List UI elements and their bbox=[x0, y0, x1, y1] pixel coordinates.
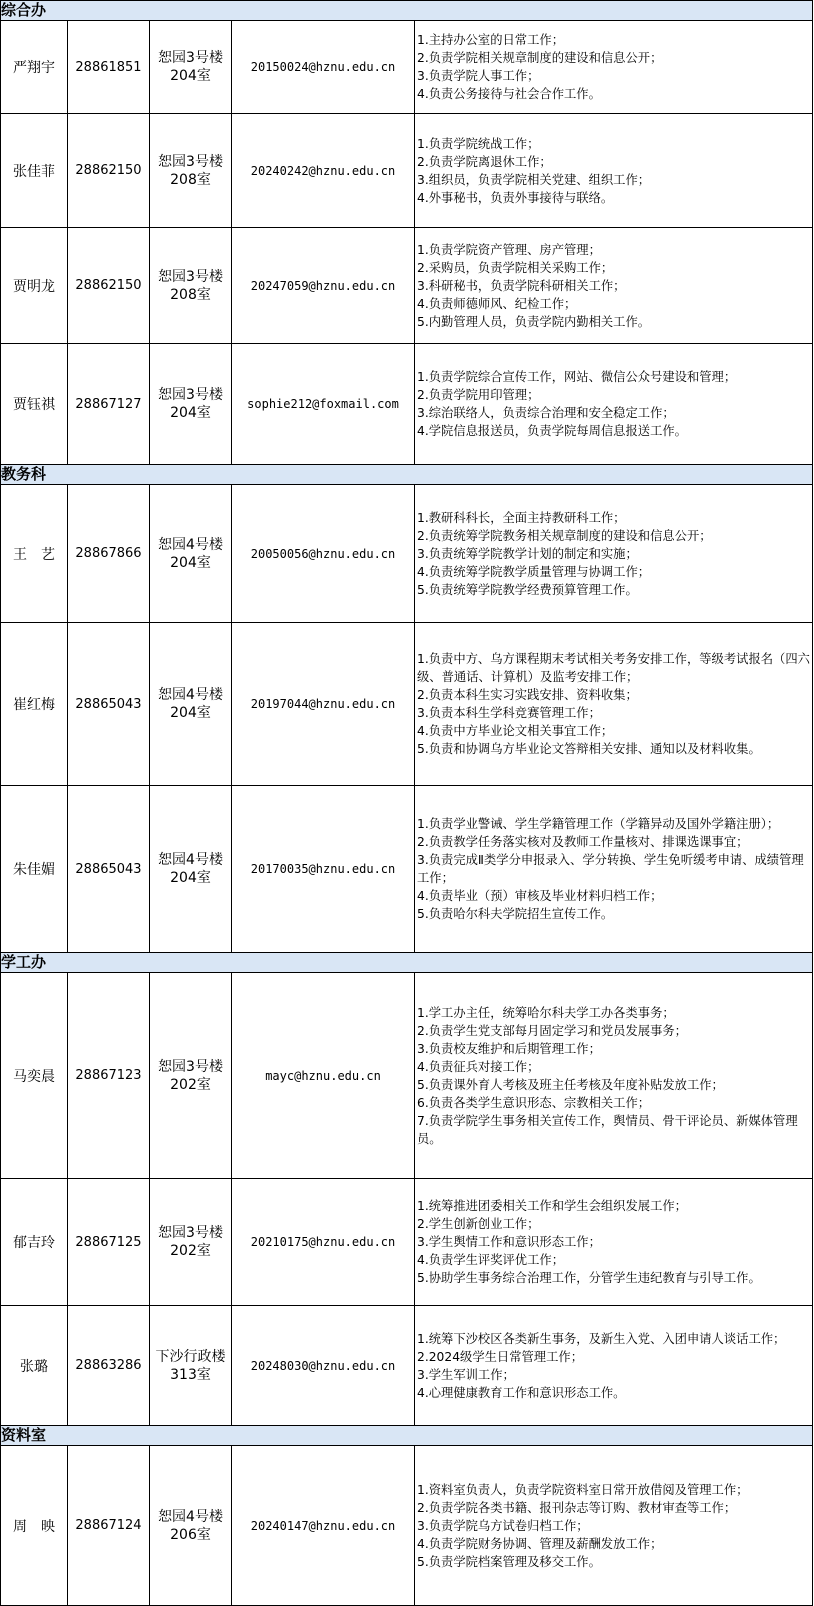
duty-item: 2.负责教学任务落实核对及教师工作量核对、排课选课事宜； bbox=[417, 835, 749, 849]
office-room: 204室 bbox=[170, 870, 211, 886]
table-row bbox=[1, 1179, 813, 1306]
table-row bbox=[1, 1446, 813, 1606]
duty-item: 4.外事秘书，负责外事接待与联络。 bbox=[417, 190, 614, 205]
office-room: 208室 bbox=[170, 286, 211, 303]
staff-duties bbox=[415, 1179, 813, 1306]
office-building: 恕园3号楼 bbox=[158, 387, 223, 403]
office-room: 204室 bbox=[170, 554, 211, 571]
duty-item: 1.学工办主任，统筹哈尔科夫学工办各类事务； bbox=[417, 1005, 675, 1020]
office-building: 恕园3号楼 bbox=[158, 153, 223, 170]
duty-item: 5.负责和协调乌方毕业论文答辩相关安排、通知以及材料收集。 bbox=[417, 742, 761, 756]
staff-duties bbox=[415, 786, 813, 953]
staff-office bbox=[150, 344, 232, 465]
staff-name: 朱佳媚 bbox=[1, 786, 68, 953]
staff-office bbox=[150, 228, 232, 344]
staff-email[interactable]: 20050056@hznu.edu.cn bbox=[232, 485, 415, 623]
duty-item: 1.统筹下沙校区各类新生事务，及新生入党、入团申请人谈话工作； bbox=[417, 1331, 786, 1346]
staff-phone: 28863286 bbox=[68, 1306, 150, 1426]
office-building: 恕园3号楼 bbox=[158, 1058, 223, 1075]
duty-item: 5.协助学生事务综合治理工作，分管学生违纪教育与引导工作。 bbox=[417, 1271, 761, 1285]
staff-phone: 28867127 bbox=[68, 344, 150, 465]
duty-item: 4.负责毕业（预）审核及毕业材料归档工作； bbox=[417, 889, 663, 903]
staff-duties bbox=[415, 228, 813, 344]
duty-item: 2.负责统筹学院教务相关规章制度的建设和信息公开； bbox=[417, 528, 712, 543]
office-building: 恕园3号楼 bbox=[158, 268, 223, 285]
staff-email[interactable]: 20210175@hznu.edu.cn bbox=[232, 1179, 415, 1306]
table-row bbox=[1, 1306, 813, 1426]
duty-item: 4.心理健康教育工作和意识形态工作。 bbox=[417, 1385, 626, 1400]
duty-item: 2.负责学院离退休工作； bbox=[417, 154, 552, 169]
duty-item: 4.负责公务接待与社会合作工作。 bbox=[417, 87, 601, 101]
duty-item: 3.组织员，负责学院相关党建、组织工作； bbox=[417, 172, 651, 187]
office-room: 204室 bbox=[170, 405, 211, 421]
staff-duties bbox=[415, 1306, 813, 1426]
duty-item: 5.负责统筹学院教学经费预算管理工作。 bbox=[417, 582, 638, 597]
staff-name: 周 映 bbox=[1, 1446, 68, 1606]
duty-item: 6.负责各类学生意识形态、宗教相关工作； bbox=[417, 1095, 651, 1110]
staff-email[interactable]: 20150024@hznu.edu.cn bbox=[232, 21, 415, 114]
office-building: 恕园3号楼 bbox=[158, 50, 223, 66]
staff-name: 张佳菲 bbox=[1, 114, 68, 228]
staff-duties bbox=[415, 973, 813, 1179]
office-building: 恕园3号楼 bbox=[158, 1225, 223, 1241]
section-title: 资料室 bbox=[1, 1426, 813, 1446]
table-row bbox=[1, 344, 813, 465]
duty-item: 4.负责学生评奖评优工作； bbox=[417, 1253, 564, 1267]
duty-item: 3.科研秘书，负责学院科研相关工作； bbox=[417, 278, 626, 293]
duty-item: 1.负责学院资产管理、房产管理； bbox=[417, 242, 601, 257]
duty-item: 5.负责哈尔科夫学院招生宣传工作。 bbox=[417, 907, 614, 921]
duty-item: 1.负责学院统战工作； bbox=[417, 136, 540, 151]
duty-item: 4.负责师德师风、纪检工作； bbox=[417, 296, 577, 311]
staff-name: 张璐 bbox=[1, 1306, 68, 1426]
staff-name: 崔红梅 bbox=[1, 623, 68, 786]
duty-item: 7.负责学院学生事务相关宣传工作，舆情员、骨干评论员、新媒体管理员。 bbox=[417, 1113, 798, 1146]
staff-duties bbox=[415, 21, 813, 114]
office-building: 恕园4号楼 bbox=[158, 1508, 223, 1525]
staff-email[interactable]: mayc@hznu.edu.cn bbox=[232, 973, 415, 1179]
staff-office bbox=[150, 21, 232, 114]
section-header bbox=[1, 1, 813, 21]
staff-office bbox=[150, 1446, 232, 1606]
office-room: 202室 bbox=[170, 1243, 211, 1259]
section-title: 综合办 bbox=[1, 1, 813, 21]
duty-item: 2.采购员，负责学院相关采购工作； bbox=[417, 260, 614, 275]
staff-name: 王 艺 bbox=[1, 485, 68, 623]
section-title: 学工办 bbox=[1, 953, 813, 973]
staff-office bbox=[150, 485, 232, 623]
staff-name: 马奕晨 bbox=[1, 973, 68, 1179]
duty-item: 4.学院信息报送员，负责学院每周信息报送工作。 bbox=[417, 424, 687, 438]
staff-email[interactable]: 20197044@hznu.edu.cn bbox=[232, 623, 415, 786]
office-room: 202室 bbox=[170, 1076, 211, 1093]
staff-phone: 28867866 bbox=[68, 485, 150, 623]
office-room: 204室 bbox=[170, 68, 211, 84]
staff-phone: 28862150 bbox=[68, 228, 150, 344]
section-header bbox=[1, 1426, 813, 1446]
staff-email[interactable]: 20247059@hznu.edu.cn bbox=[232, 228, 415, 344]
duty-item: 1.负责学业警诫、学生学籍管理工作（学籍异动及国外学籍注册）； bbox=[417, 817, 780, 831]
staff-directory-body bbox=[1, 1, 813, 1606]
duty-item: 1.教研科科长，全面主持教研科工作； bbox=[417, 510, 626, 525]
staff-name: 郁吉玲 bbox=[1, 1179, 68, 1306]
staff-phone: 28867125 bbox=[68, 1179, 150, 1306]
staff-duties bbox=[415, 1446, 813, 1606]
staff-office bbox=[150, 1306, 232, 1426]
staff-phone: 28861851 bbox=[68, 21, 150, 114]
staff-office bbox=[150, 1179, 232, 1306]
duty-item: 5.负责课外育人考核及班主任考核及年度补贴发放工作； bbox=[417, 1077, 724, 1092]
staff-office bbox=[150, 114, 232, 228]
duty-item: 2.学生创新创业工作； bbox=[417, 1217, 540, 1231]
duty-item: 5.负责学院档案管理及移交工作。 bbox=[417, 1554, 601, 1569]
duty-item: 3.学生军训工作； bbox=[417, 1367, 515, 1382]
duty-item: 4.负责征兵对接工作； bbox=[417, 1059, 540, 1074]
duty-item: 2.负责学院相关规章制度的建设和信息公开； bbox=[417, 51, 663, 65]
duty-item: 3.负责学院人事工作； bbox=[417, 69, 540, 83]
staff-phone: 28867124 bbox=[68, 1446, 150, 1606]
office-building: 下沙行政楼 bbox=[155, 1348, 226, 1365]
table-row bbox=[1, 228, 813, 344]
section-header bbox=[1, 465, 813, 485]
duty-item: 3.综治联络人，负责综合治理和安全稳定工作； bbox=[417, 406, 675, 420]
duty-item: 2.负责学院各类书籍、报刊杂志等订购、教材审查等工作； bbox=[417, 1500, 737, 1515]
duty-item: 3.学生舆情工作和意识形态工作； bbox=[417, 1235, 601, 1249]
duty-item: 1.统筹推进团委相关工作和学生会组织发展工作； bbox=[417, 1199, 687, 1213]
staff-email[interactable]: 20248030@hznu.edu.cn bbox=[232, 1306, 415, 1426]
duty-item: 5.内勤管理人员，负责学院内勤相关工作。 bbox=[417, 314, 651, 329]
staff-duties bbox=[415, 623, 813, 786]
table-row bbox=[1, 786, 813, 953]
staff-duties bbox=[415, 485, 813, 623]
duty-item: 1.负责中方、乌方课程期末考试相关考务安排工作，等级考试报名（四六级、普通话、计算机）及监考安排工作； bbox=[417, 652, 810, 684]
table-row bbox=[1, 973, 813, 1179]
table-row bbox=[1, 114, 813, 228]
duty-item: 1.负责学院综合宣传工作，网站、微信公众号建设和管理； bbox=[417, 370, 737, 384]
table-row bbox=[1, 623, 813, 786]
duty-item: 3.负责学院乌方试卷归档工作； bbox=[417, 1518, 589, 1533]
staff-duties bbox=[415, 114, 813, 228]
staff-office bbox=[150, 623, 232, 786]
staff-office bbox=[150, 973, 232, 1179]
staff-email[interactable]: 20240147@hznu.edu.cn bbox=[232, 1446, 415, 1606]
office-building: 恕园4号楼 bbox=[158, 687, 223, 703]
staff-name: 贾钰祺 bbox=[1, 344, 68, 465]
section-title: 教务科 bbox=[1, 465, 813, 485]
duty-item: 2.负责学生党支部每月固定学习和党员发展事务； bbox=[417, 1023, 687, 1038]
duty-item: 2.负责学院用印管理； bbox=[417, 388, 540, 402]
duty-item: 3.负责校友维护和后期管理工作； bbox=[417, 1041, 601, 1056]
staff-phone: 28862150 bbox=[68, 114, 150, 228]
staff-phone: 28867123 bbox=[68, 973, 150, 1179]
staff-email[interactable]: 20170035@hznu.edu.cn bbox=[232, 786, 415, 953]
office-room: 206室 bbox=[170, 1526, 211, 1543]
staff-duties bbox=[415, 344, 813, 465]
office-building: 恕园4号楼 bbox=[158, 536, 223, 553]
duty-item: 3.负责本科生学科竞赛管理工作； bbox=[417, 706, 601, 720]
duty-item: 1.主持办公室的日常工作； bbox=[417, 33, 564, 47]
table-row bbox=[1, 485, 813, 623]
staff-name: 贾明龙 bbox=[1, 228, 68, 344]
duty-item: 1.资料室负责人，负责学院资料室日常开放借阅及管理工作； bbox=[417, 1482, 749, 1497]
staff-office bbox=[150, 786, 232, 953]
staff-name: 严翔宇 bbox=[1, 21, 68, 114]
staff-email[interactable]: 20240242@hznu.edu.cn bbox=[232, 114, 415, 228]
staff-phone: 28865043 bbox=[68, 786, 150, 953]
staff-email[interactable]: sophie212@foxmail.com bbox=[232, 344, 415, 465]
office-building: 恕园4号楼 bbox=[158, 852, 223, 868]
table-row bbox=[1, 21, 813, 114]
duty-item: 4.负责学院财务协调、管理及薪酬发放工作； bbox=[417, 1536, 663, 1551]
duty-item: 2.2024级学生日常管理工作； bbox=[417, 1349, 583, 1364]
office-room: 313室 bbox=[170, 1366, 211, 1383]
duty-item: 4.负责统筹学院教学质量管理与协调工作； bbox=[417, 564, 651, 579]
office-room: 204室 bbox=[170, 705, 211, 721]
duty-item: 3.负责统筹学院教学计划的制定和实施； bbox=[417, 546, 638, 561]
duty-item: 4.负责中方毕业论文相关事宜工作； bbox=[417, 724, 614, 738]
duty-item: 2.负责本科生实习实践安排、资料收集； bbox=[417, 688, 638, 702]
section-header bbox=[1, 953, 813, 973]
staff-phone: 28865043 bbox=[68, 623, 150, 786]
duty-item: 3.负责完成Ⅱ类学分申报录入、学分转换、学生免听缓考申请、成绩管理工作； bbox=[417, 853, 804, 885]
office-room: 208室 bbox=[170, 171, 211, 188]
